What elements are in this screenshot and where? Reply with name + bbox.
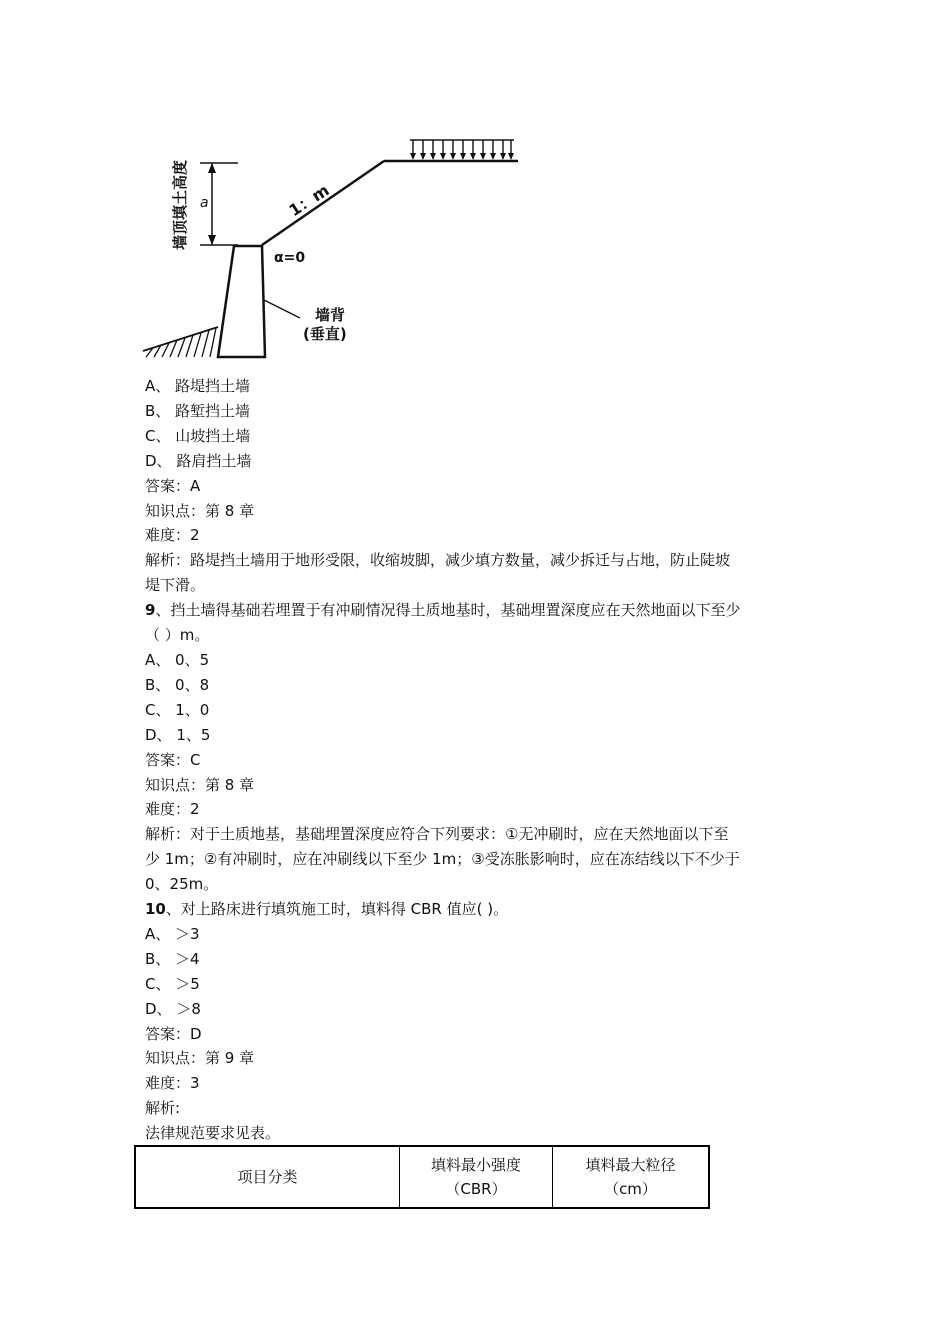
fill-spec-table bbox=[134, 1145, 710, 1209]
alpha-label: α=0 bbox=[274, 250, 306, 266]
slope-ratio-label: 1：m bbox=[285, 180, 333, 221]
leader-line bbox=[264, 300, 300, 318]
wall-back-sublabel: (垂直) bbox=[303, 325, 347, 343]
q8-option-a: A、 路堤挡土墙 bbox=[145, 377, 251, 395]
q9-option-b: B、 0、8 bbox=[145, 675, 210, 694]
q10-stem-text: 、对上路床进行填筑施工时，填料得 CBR 值应( )。 bbox=[165, 900, 509, 919]
q8-analysis-line2: 堤下滑。 bbox=[145, 576, 206, 595]
retaining-wall-figure bbox=[138, 128, 528, 364]
vertical-height-label: 墙顶填土高度 bbox=[171, 159, 189, 251]
question-content bbox=[145, 374, 825, 1146]
q10-option-c: C、 ＞5 bbox=[145, 974, 200, 993]
q8-option-b: B、 路堑挡土墙 bbox=[145, 401, 251, 420]
q10-option-d: D、 ＞8 bbox=[145, 999, 201, 1018]
q10-number: 10 bbox=[145, 900, 166, 919]
q9-stem-line2: （ ）m。 bbox=[145, 626, 210, 645]
q9-answer: 答案：C bbox=[145, 750, 201, 769]
q10-option-a: A、 ＞3 bbox=[145, 924, 200, 943]
a-label: a bbox=[200, 195, 209, 211]
q9-knowledge: 知识点：第 8 章 bbox=[145, 775, 255, 794]
q8-option-d: D、 路肩挡土墙 bbox=[145, 451, 252, 470]
q10-table-intro: 法律规范要求见表。 bbox=[145, 1124, 281, 1143]
q8-knowledge: 知识点：第 8 章 bbox=[145, 501, 255, 520]
q8-difficulty: 难度：2 bbox=[145, 526, 200, 545]
q9-analysis-line1: 解析：对于土质地基，基础埋置深度应符合下列要求：①无冲刷时，应在天然地面以下至 bbox=[145, 825, 729, 844]
q9-option-a: A、 0、5 bbox=[145, 650, 210, 669]
table-header-row bbox=[135, 1146, 709, 1208]
q9-option-d: D、 1、5 bbox=[145, 725, 211, 744]
q10-knowledge: 知识点：第 9 章 bbox=[145, 1049, 255, 1068]
q9-option-c: C、 1、0 bbox=[145, 700, 210, 719]
q10-option-b: B、 ＞4 bbox=[145, 949, 200, 968]
table-header-category: 项目分类 bbox=[135, 1146, 400, 1208]
arrow-up bbox=[208, 163, 216, 173]
table-header-max-size bbox=[553, 1146, 710, 1208]
q10-analysis: 解析: bbox=[145, 1099, 181, 1118]
load-arrowheads bbox=[410, 153, 514, 160]
arrow-down bbox=[208, 235, 216, 245]
q9-analysis-line2: 少 1m；②有冲刷时，应在冲刷线以下至少 1m；③受冻胀影响时，应在冻结线以下不少于 bbox=[145, 850, 740, 869]
retaining-wall bbox=[218, 246, 265, 357]
table-header-min-strength bbox=[400, 1146, 553, 1208]
q8-option-c: C、 山坡挡土墙 bbox=[145, 426, 251, 445]
ground-hatch bbox=[146, 328, 216, 357]
q8-answer: 答案：A bbox=[145, 476, 201, 495]
wall-back-label: 墙背 bbox=[315, 306, 346, 324]
q10-answer: 答案：D bbox=[145, 1024, 202, 1043]
max-size-unit: （cm） bbox=[604, 1180, 657, 1198]
q9-number: 9 bbox=[145, 601, 156, 620]
q9-stem bbox=[145, 598, 825, 623]
min-strength-title: 填料最小强度 bbox=[430, 1156, 521, 1174]
q10-difficulty: 难度：3 bbox=[145, 1074, 200, 1093]
q10-stem bbox=[145, 897, 825, 922]
q9-difficulty: 难度：2 bbox=[145, 800, 200, 819]
q8-analysis-line1: 解析：路堤挡土墙用于地形受限，收缩坡脚，减少填方数量，减少拆迁与占地，防止陡坡 bbox=[145, 551, 731, 570]
q9-stem-text: 、挡土墙得基础若埋置于有冲刷情况得土质地基时，基础埋置深度应在天然地面以下至少 bbox=[155, 601, 741, 620]
fill-slope-line bbox=[262, 161, 384, 245]
min-strength-unit: （CBR） bbox=[445, 1180, 507, 1198]
max-size-title: 填料最大粒径 bbox=[585, 1156, 676, 1174]
q9-analysis-line3: 0、25m。 bbox=[145, 875, 219, 894]
